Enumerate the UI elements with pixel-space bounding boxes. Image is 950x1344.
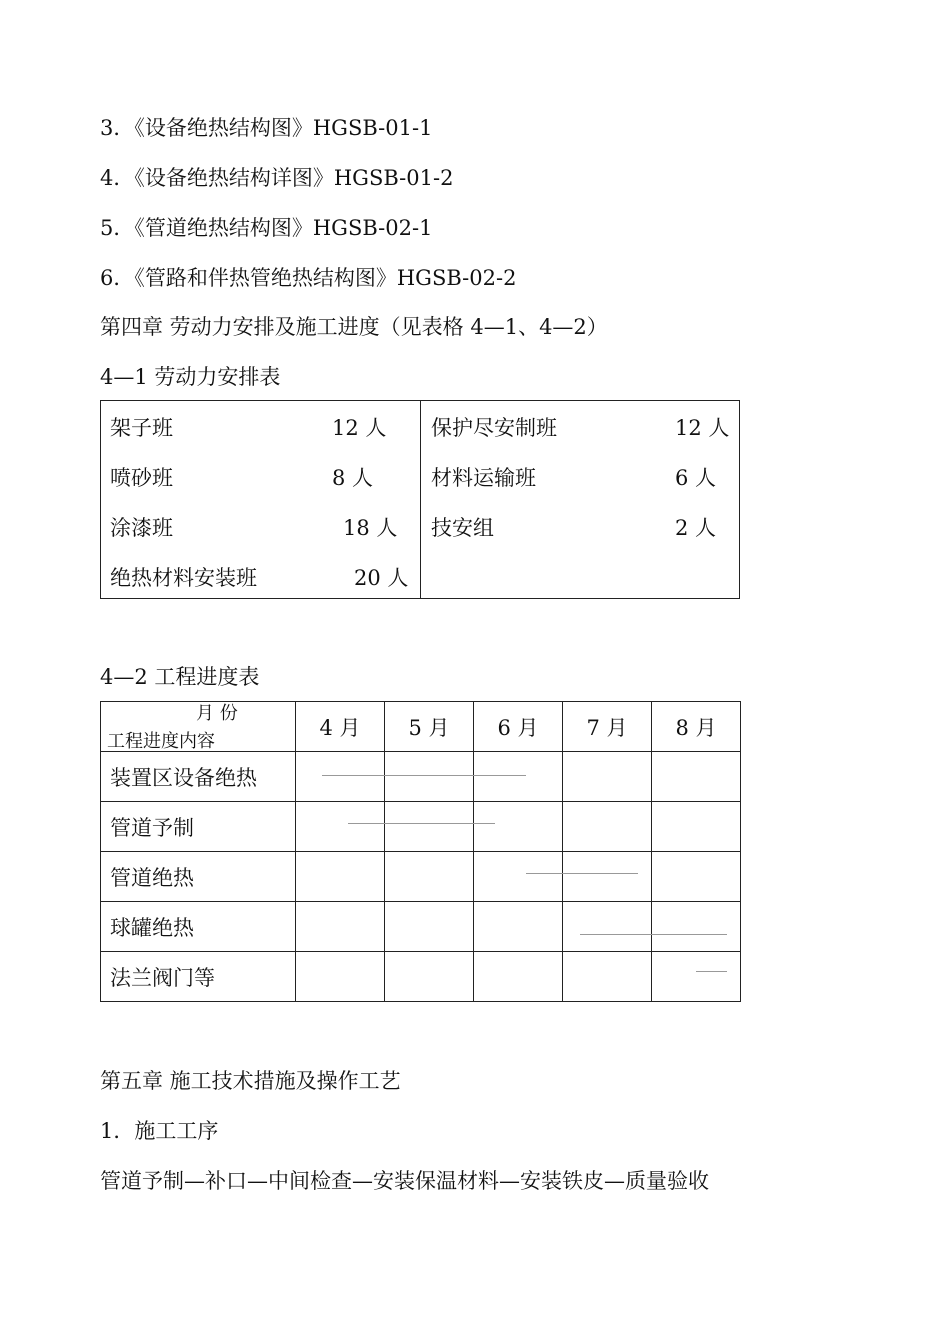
schedule-cell [563, 852, 652, 902]
labor-table [100, 400, 740, 599]
schedule-cell [652, 902, 741, 952]
drawing-item-3: 3．《设备绝热结构图》HGSB-01-1 [100, 116, 433, 140]
month-header: 7 月 [563, 702, 652, 752]
schedule-cell [474, 952, 563, 1002]
schedule-cell [474, 802, 563, 852]
schedule-cell [296, 802, 385, 852]
task-name: 法兰阀门等 [101, 952, 296, 1002]
schedule-cell [563, 802, 652, 852]
header-month-label: 月 份 [196, 703, 238, 724]
table1-caption: 4—1 劳动力安排表 [100, 365, 281, 389]
schedule-header-corner [101, 702, 296, 752]
process-text: 管道予制—补口—中间检查—安装保温材料—安装铁皮—质量验收 [100, 1169, 709, 1193]
task-name: 装置区设备绝热 [101, 752, 296, 802]
month-header: 8 月 [652, 702, 741, 752]
schedule-cell [652, 952, 741, 1002]
schedule-cell [563, 952, 652, 1002]
schedule-cell [474, 902, 563, 952]
drawing-item-6: 6．《管路和伴热管绝热结构图》HGSB-02-2 [100, 266, 517, 290]
schedule-cell [385, 802, 474, 852]
labor-count: 8 人 [332, 466, 374, 490]
drawing-item-5: 5．《管道绝热结构图》HGSB-02-1 [100, 216, 433, 240]
schedule-cell [474, 852, 563, 902]
labor-name: 绝热材料安装班 [110, 566, 257, 590]
labor-count: 20 人 [354, 566, 409, 590]
labor-name: 喷砂班 [110, 466, 173, 490]
schedule-cell [385, 902, 474, 952]
chapter5-title: 第五章 施工技术措施及操作工艺 [100, 1069, 401, 1093]
task-name: 管道绝热 [101, 852, 296, 902]
schedule-cell [296, 902, 385, 952]
gantt-bar [322, 775, 527, 776]
schedule-cell [385, 952, 474, 1002]
labor-count: 12 人 [675, 416, 730, 440]
labor-count: 12 人 [332, 416, 387, 440]
schedule-table [100, 701, 741, 1002]
schedule-cell [652, 802, 741, 852]
labor-table-divider [420, 401, 421, 598]
gantt-bar [696, 971, 727, 972]
month-header: 6 月 [474, 702, 563, 752]
labor-name: 涂漆班 [110, 516, 173, 540]
labor-count: 18 人 [343, 516, 398, 540]
schedule-cell [296, 952, 385, 1002]
table2-caption: 4—2 工程进度表 [100, 665, 260, 689]
chapter4-title: 第四章 劳动力安排及施工进度（见表格 4—1、4—2） [100, 315, 608, 339]
drawing-item-4: 4．《设备绝热结构详图》HGSB-01-2 [100, 166, 454, 190]
month-header: 4 月 [296, 702, 385, 752]
schedule-cell [563, 752, 652, 802]
labor-name: 架子班 [110, 416, 173, 440]
schedule-cell [385, 852, 474, 902]
schedule-cell [385, 752, 474, 802]
schedule-cell [563, 902, 652, 952]
schedule-cell [652, 852, 741, 902]
gantt-bar [580, 934, 727, 935]
task-name: 管道予制 [101, 802, 296, 852]
header-content-label: 工程进度内容 [107, 731, 215, 752]
gantt-bar [348, 823, 495, 824]
section1-title: 1．施工工序 [100, 1119, 219, 1143]
task-name: 球罐绝热 [101, 902, 296, 952]
schedule-cell [296, 852, 385, 902]
schedule-cell [296, 752, 385, 802]
schedule-cell [474, 752, 563, 802]
schedule-cell [652, 752, 741, 802]
labor-name: 材料运输班 [431, 466, 536, 490]
labor-name: 保护尽安制班 [431, 416, 557, 440]
labor-count: 2 人 [675, 516, 717, 540]
gantt-bar [526, 873, 637, 874]
labor-count: 6 人 [675, 466, 717, 490]
month-header: 5 月 [385, 702, 474, 752]
labor-name: 技安组 [431, 516, 494, 540]
